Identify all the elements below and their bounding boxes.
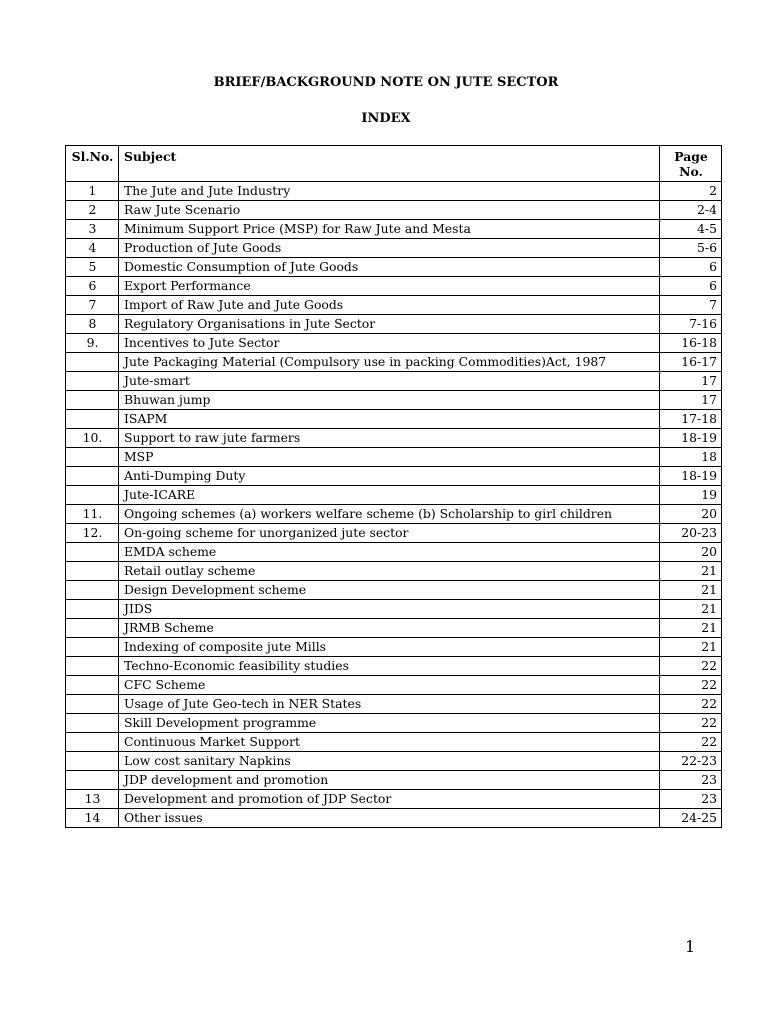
row-page-no: 6	[660, 277, 722, 296]
row-page-no: 18-19	[660, 429, 722, 448]
row-sl-no	[66, 714, 119, 733]
row-subject: Usage of Jute Geo-tech in NER States	[119, 695, 660, 714]
table-row	[66, 277, 722, 296]
row-sl-no	[66, 581, 119, 600]
row-sl-no	[66, 543, 119, 562]
header-page-no: Page No.	[660, 146, 722, 182]
row-subject: Jute Packaging Material (Compulsory use in packing Commodities)Act, 1987	[119, 353, 660, 372]
row-subject: Raw Jute Scenario	[119, 201, 660, 220]
row-sl-no	[66, 353, 119, 372]
row-subject: EMDA scheme	[119, 543, 660, 562]
row-sl-no	[66, 695, 119, 714]
table-row	[66, 752, 722, 771]
index-table	[65, 145, 722, 828]
row-subject: Production of Jute Goods	[119, 239, 660, 258]
table-row	[66, 524, 722, 543]
row-subject: Jute-smart	[119, 372, 660, 391]
row-page-no: 21	[660, 562, 722, 581]
table-row	[66, 581, 722, 600]
table-row	[66, 296, 722, 315]
table-row	[66, 467, 722, 486]
table-row	[66, 182, 722, 201]
row-page-no: 16-18	[660, 334, 722, 353]
row-subject: Domestic Consumption of Jute Goods	[119, 258, 660, 277]
row-subject: Design Development scheme	[119, 581, 660, 600]
page-number: 1	[685, 937, 696, 956]
row-sl-no: 5	[66, 258, 119, 277]
row-subject: JIDS	[119, 600, 660, 619]
row-page-no: 17	[660, 391, 722, 410]
row-page-no: 20-23	[660, 524, 722, 543]
row-subject: Jute-ICARE	[119, 486, 660, 505]
table-header-row	[66, 146, 722, 182]
table-row	[66, 391, 722, 410]
row-sl-no: 8	[66, 315, 119, 334]
row-page-no: 20	[660, 543, 722, 562]
row-page-no: 23	[660, 771, 722, 790]
table-row	[66, 790, 722, 809]
row-page-no: 22	[660, 695, 722, 714]
table-row	[66, 372, 722, 391]
row-subject: ISAPM	[119, 410, 660, 429]
row-subject: CFC Scheme	[119, 676, 660, 695]
row-subject: Incentives to Jute Sector	[119, 334, 660, 353]
row-page-no: 20	[660, 505, 722, 524]
row-page-no: 2-4	[660, 201, 722, 220]
row-sl-no	[66, 619, 119, 638]
table-row	[66, 638, 722, 657]
index-heading: INDEX	[361, 111, 411, 126]
row-sl-no	[66, 448, 119, 467]
document-title: BRIEF/BACKGROUND NOTE ON JUTE SECTOR	[213, 75, 559, 90]
table-row	[66, 353, 722, 372]
table-row	[66, 429, 722, 448]
row-page-no: 4-5	[660, 220, 722, 239]
row-page-no: 17-18	[660, 410, 722, 429]
row-sl-no: 13	[66, 790, 119, 809]
row-subject: On-going scheme for unorganized jute sector	[119, 524, 660, 543]
row-sl-no	[66, 733, 119, 752]
header-subject: Subject	[119, 146, 660, 182]
table-row	[66, 258, 722, 277]
row-subject: Indexing of composite jute Mills	[119, 638, 660, 657]
row-page-no: 22	[660, 657, 722, 676]
table-row	[66, 600, 722, 619]
row-subject: JRMB Scheme	[119, 619, 660, 638]
row-subject: Export Performance	[119, 277, 660, 296]
row-sl-no	[66, 657, 119, 676]
row-subject: JDP development and promotion	[119, 771, 660, 790]
row-sl-no: 3	[66, 220, 119, 239]
row-page-no: 18-19	[660, 467, 722, 486]
row-sl-no	[66, 467, 119, 486]
row-sl-no	[66, 752, 119, 771]
row-sl-no	[66, 486, 119, 505]
table-row	[66, 334, 722, 353]
table-row	[66, 676, 722, 695]
row-subject: Continuous Market Support	[119, 733, 660, 752]
row-subject: Other issues	[119, 809, 660, 828]
row-subject: Retail outlay scheme	[119, 562, 660, 581]
row-page-no: 21	[660, 619, 722, 638]
row-page-no: 22	[660, 676, 722, 695]
row-subject: Anti-Dumping Duty	[119, 467, 660, 486]
row-sl-no	[66, 410, 119, 429]
header-sl-no: Sl.No.	[66, 146, 119, 182]
row-sl-no: 2	[66, 201, 119, 220]
row-sl-no	[66, 372, 119, 391]
row-sl-no	[66, 391, 119, 410]
row-page-no: 23	[660, 790, 722, 809]
table-row	[66, 695, 722, 714]
row-page-no: 22	[660, 714, 722, 733]
row-sl-no: 14	[66, 809, 119, 828]
row-subject: MSP	[119, 448, 660, 467]
row-subject: Support to raw jute farmers	[119, 429, 660, 448]
row-sl-no: 11.	[66, 505, 119, 524]
table-row	[66, 486, 722, 505]
row-sl-no	[66, 771, 119, 790]
row-subject: The Jute and Jute Industry	[119, 182, 660, 201]
row-page-no: 22	[660, 733, 722, 752]
row-page-no: 19	[660, 486, 722, 505]
table-row	[66, 505, 722, 524]
row-subject: Skill Development programme	[119, 714, 660, 733]
table-row	[66, 733, 722, 752]
row-subject: Regulatory Organisations in Jute Sector	[119, 315, 660, 334]
table-row	[66, 809, 722, 828]
row-sl-no: 12.	[66, 524, 119, 543]
table-row	[66, 543, 722, 562]
table-row	[66, 562, 722, 581]
row-sl-no: 1	[66, 182, 119, 201]
row-subject: Minimum Support Price (MSP) for Raw Jute and Mesta	[119, 220, 660, 239]
row-subject: Bhuwan jump	[119, 391, 660, 410]
table-row	[66, 771, 722, 790]
table-row	[66, 201, 722, 220]
row-subject: Low cost sanitary Napkins	[119, 752, 660, 771]
table-row	[66, 315, 722, 334]
row-sl-no	[66, 562, 119, 581]
row-subject: Techno-Economic feasibility studies	[119, 657, 660, 676]
row-sl-no	[66, 638, 119, 657]
row-page-no: 5-6	[660, 239, 722, 258]
row-subject: Development and promotion of JDP Sector	[119, 790, 660, 809]
row-sl-no: 7	[66, 296, 119, 315]
row-page-no: 21	[660, 581, 722, 600]
row-page-no: 22-23	[660, 752, 722, 771]
row-page-no: 6	[660, 258, 722, 277]
row-page-no: 7	[660, 296, 722, 315]
row-sl-no	[66, 676, 119, 695]
row-sl-no: 6	[66, 277, 119, 296]
row-page-no: 2	[660, 182, 722, 201]
row-page-no: 7-16	[660, 315, 722, 334]
row-sl-no	[66, 600, 119, 619]
row-sl-no: 4	[66, 239, 119, 258]
row-page-no: 16-17	[660, 353, 722, 372]
row-subject: Ongoing schemes (a) workers welfare scheme (b) Scholarship to girl children	[119, 505, 660, 524]
table-row	[66, 448, 722, 467]
table-row	[66, 410, 722, 429]
row-page-no: 17	[660, 372, 722, 391]
table-row	[66, 220, 722, 239]
row-page-no: 21	[660, 600, 722, 619]
row-page-no: 24-25	[660, 809, 722, 828]
table-row	[66, 657, 722, 676]
index-table-body	[66, 182, 722, 828]
row-sl-no: 9.	[66, 334, 119, 353]
row-subject: Import of Raw Jute and Jute Goods	[119, 296, 660, 315]
row-page-no: 21	[660, 638, 722, 657]
row-page-no: 18	[660, 448, 722, 467]
table-row	[66, 239, 722, 258]
row-sl-no: 10.	[66, 429, 119, 448]
table-row	[66, 619, 722, 638]
table-row	[66, 714, 722, 733]
